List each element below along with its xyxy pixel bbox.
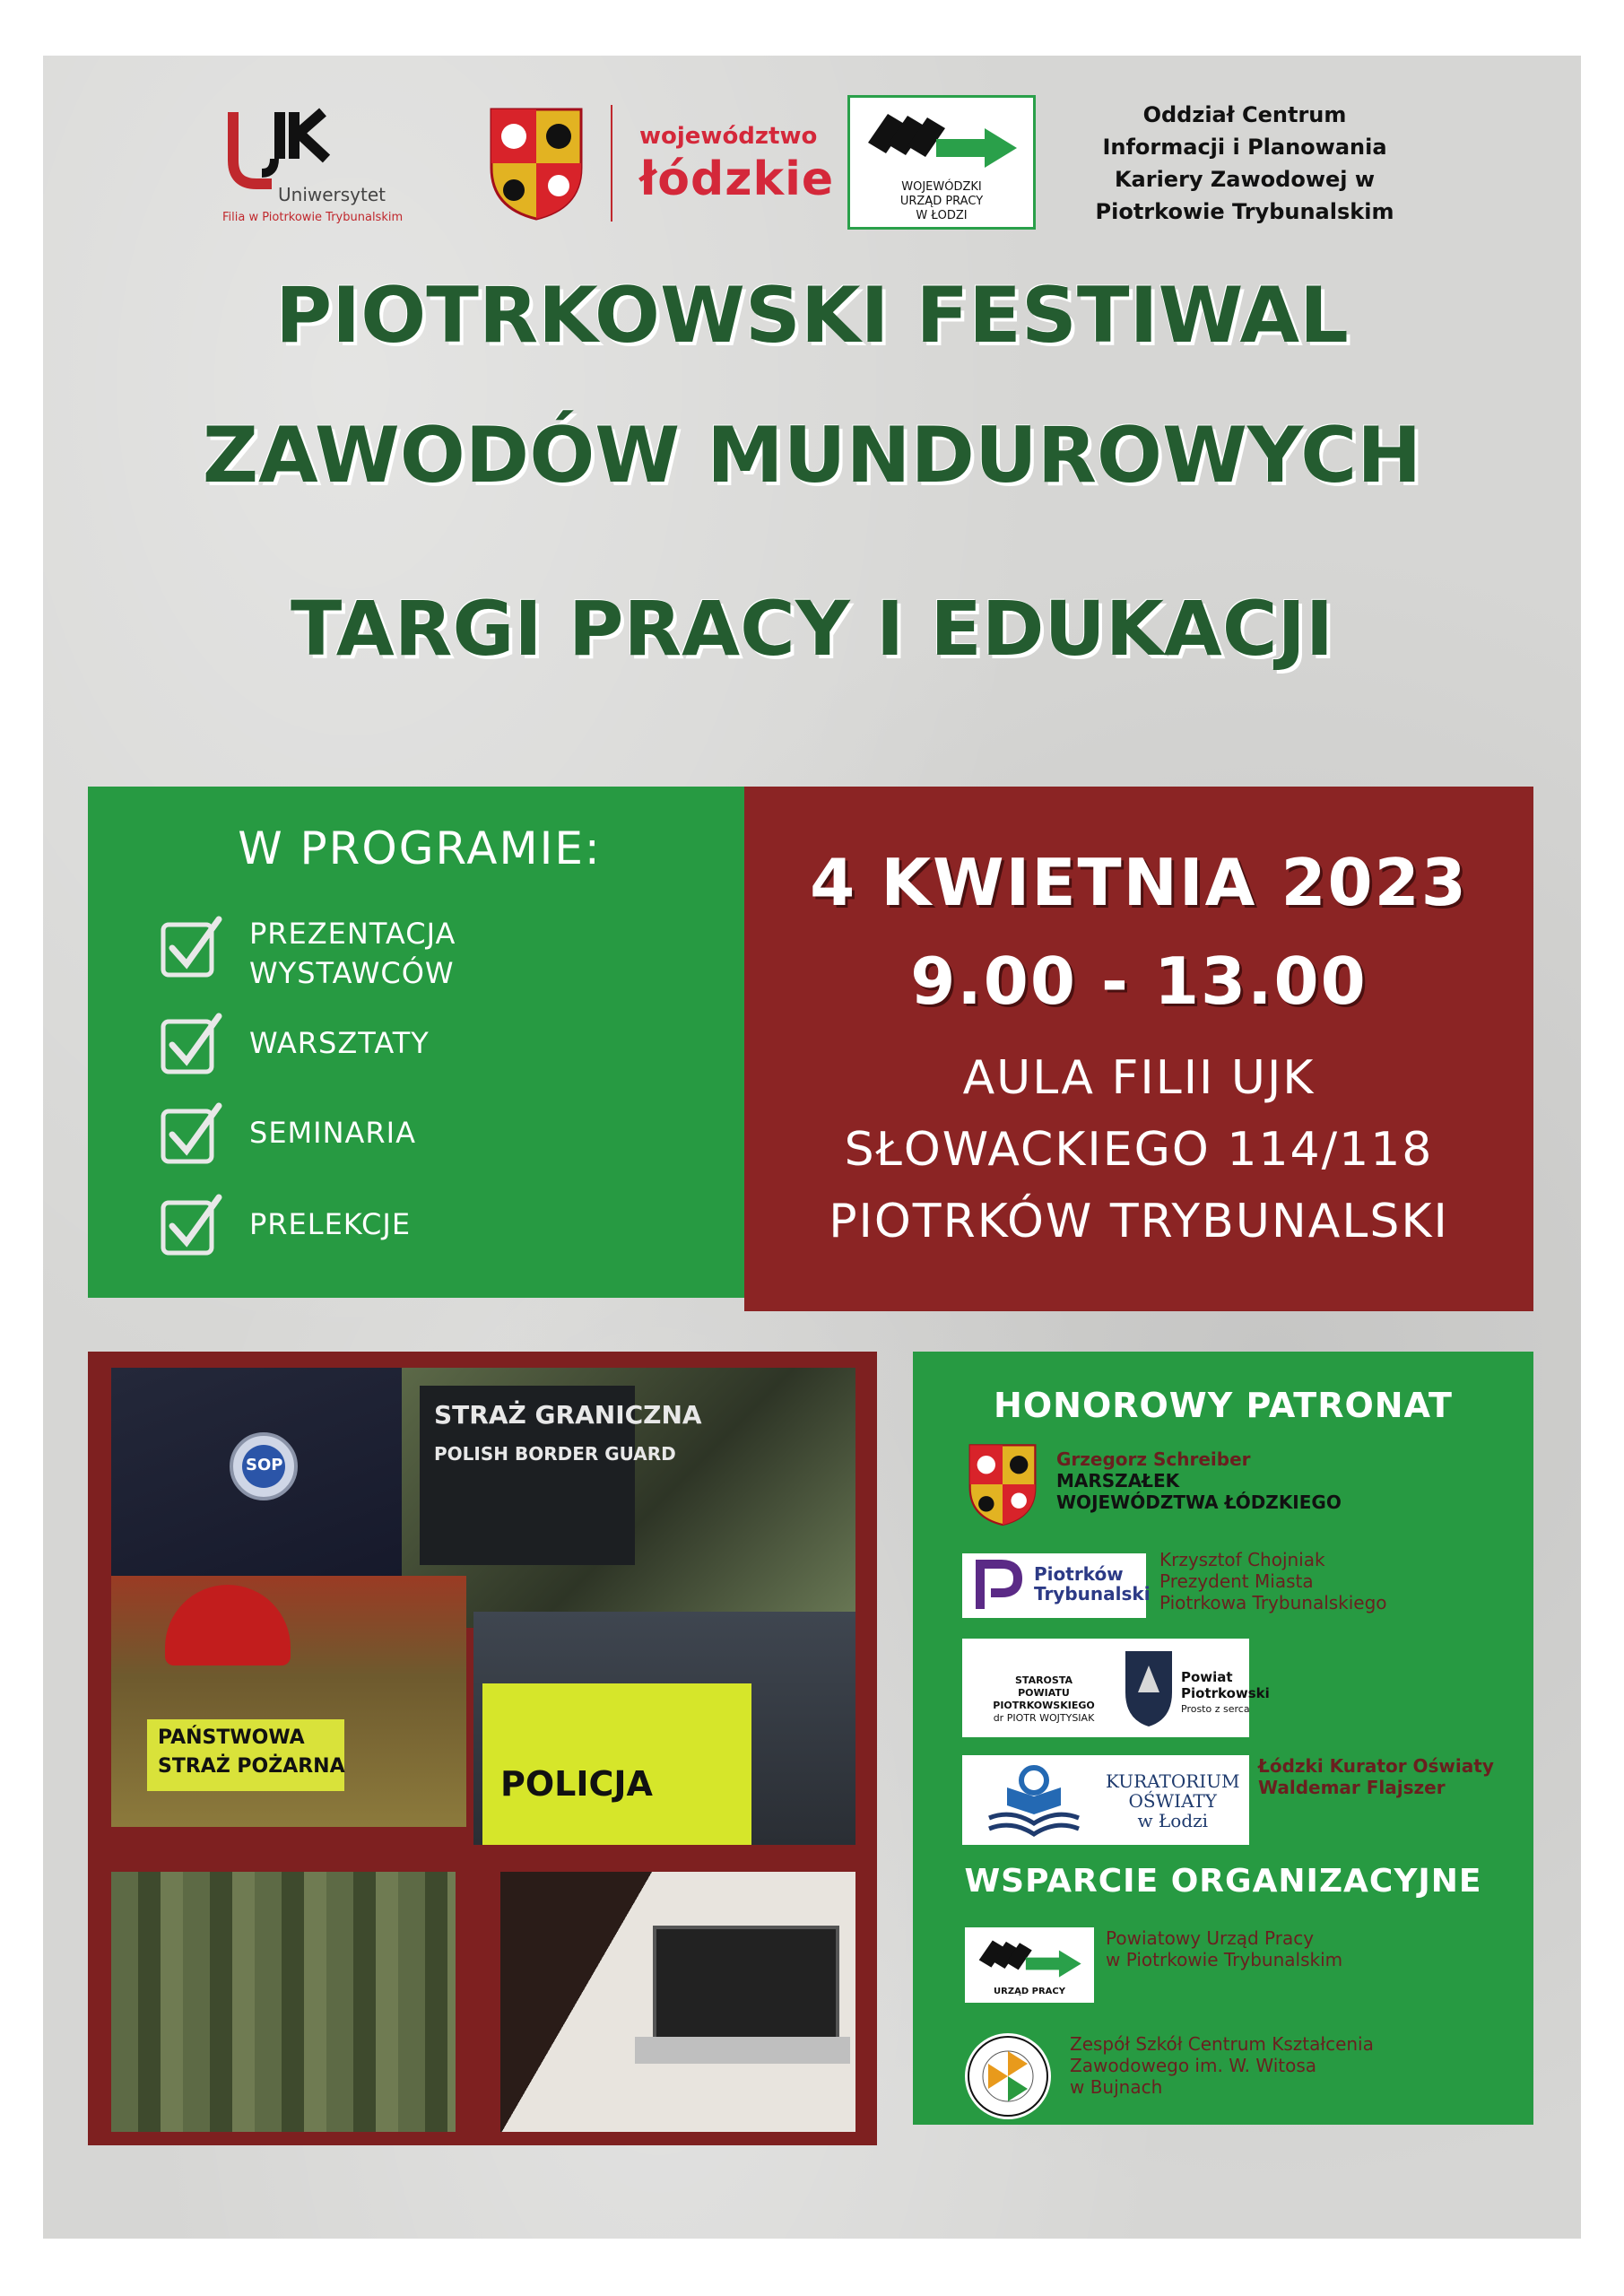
marshal-title: MARSZAŁEK xyxy=(1056,1470,1180,1492)
oddzial-line1: Oddział Centrum xyxy=(1142,102,1347,127)
starosta-line3: dr PIOTR WOJTYSIAK xyxy=(993,1712,1095,1724)
powiat-logo xyxy=(962,1639,1270,1737)
oddzial-line3: Kariery Zawodowej w xyxy=(1114,167,1376,192)
wup-line1: WOJEWÓDZKI xyxy=(901,180,982,194)
city-mayor-title: Prezydent Miasta xyxy=(1159,1570,1314,1592)
school-emblem-icon xyxy=(965,2033,1051,2119)
lodz-voivodeship-crest-icon xyxy=(967,1441,1038,1527)
wup-line2: URZĄD PRACY xyxy=(899,195,984,208)
police-label: POLICJA xyxy=(500,1764,653,1804)
kuratorium-line3: w Łodzi xyxy=(1137,1810,1209,1831)
program-item xyxy=(160,1100,734,1172)
program-item xyxy=(160,1011,734,1083)
laptop-screen xyxy=(653,1926,839,2040)
powiat-line3: Prosto z serca xyxy=(1181,1703,1250,1715)
city-logo-text xyxy=(1034,1564,1151,1604)
fire-label-1: PAŃSTWOWA xyxy=(158,1726,305,1749)
arrow-sign-icon xyxy=(850,98,1033,178)
program-item-label: SEMINARIA xyxy=(249,1116,416,1150)
city-mayor-name: Krzysztof Chojniak xyxy=(1159,1549,1325,1570)
program-item-line2: WYSTAWCÓW xyxy=(249,956,455,990)
border-guard-photo xyxy=(402,1368,855,1628)
starosta-text xyxy=(968,1674,1120,1725)
powiat-crest-icon xyxy=(1122,1648,1176,1728)
event-place-line1: AULA FILII UJK xyxy=(962,1051,1316,1105)
starosta-line2: POWIATU PIOTRKOWSKIEGO xyxy=(993,1687,1095,1711)
program-item-line1: PREZENTACJA xyxy=(249,917,456,951)
laptop-keyboard xyxy=(635,2037,850,2064)
program-box xyxy=(88,787,751,1298)
soldiers-photo xyxy=(111,1872,456,2132)
pup-line2: w Piotrkowie Trybunalskim xyxy=(1106,1949,1343,1970)
school-logo xyxy=(965,2033,1051,2119)
lodzkie-label: łódzkie xyxy=(639,152,835,206)
book-icon xyxy=(980,1761,1088,1841)
school-line2: Zawodowego im. W. Witosa xyxy=(1070,2055,1317,2076)
wup-line3: W ŁODZI xyxy=(916,209,968,222)
ujk-emblem-icon xyxy=(222,105,366,190)
event-time: 9.00 - 13.00 xyxy=(910,944,1368,1019)
program-item-label xyxy=(249,914,456,993)
city-logo-line1: Piotrków xyxy=(1034,1563,1124,1585)
fire-brigade-photo xyxy=(111,1576,466,1827)
school-text xyxy=(1070,2033,1374,2098)
marshal-name: Grzegorz Schreiber xyxy=(1056,1448,1251,1470)
title-line3: TARGI PRACY I EDUKACJI xyxy=(291,585,1333,673)
wup-text xyxy=(850,180,1033,223)
border-guard-label-1: STRAŻ GRANICZNA xyxy=(434,1400,702,1430)
oddzial-line2: Informacji i Planowania xyxy=(1102,135,1387,160)
support-heading: WSPARCIE ORGANIZACYJNE xyxy=(964,1863,1482,1900)
sop-photo xyxy=(111,1368,443,1583)
title-line2: ZAWODÓW MUNDUROWYCH xyxy=(202,411,1422,500)
poster xyxy=(43,56,1581,2239)
arrow-sign-icon xyxy=(967,1929,1092,1985)
kurator-title: Łódzki Kurator Oświaty xyxy=(1258,1755,1494,1777)
event-place-line3: PIOTRKÓW TRYBUNALSKI xyxy=(829,1195,1449,1248)
program-heading: W PROGRAMIE: xyxy=(238,822,602,874)
sop-label: SOP xyxy=(246,1456,283,1474)
city-mayor-city: Piotrkowa Trybunalskiego xyxy=(1159,1592,1387,1613)
school-line3: w Bujnach xyxy=(1070,2076,1163,2098)
starosta-line1: STAROSTA xyxy=(1015,1674,1073,1686)
kuratorium-text xyxy=(1106,1771,1240,1831)
marshal-text xyxy=(1056,1448,1342,1513)
kurator-text xyxy=(1258,1755,1494,1798)
checkbox-icon xyxy=(160,1192,222,1257)
checkbox-icon xyxy=(160,1100,222,1165)
oddzial-line4: Piotrkowie Trybunalskim xyxy=(1095,199,1394,224)
oddzial-text xyxy=(1074,99,1415,228)
school-line1: Zespół Szkół Centrum Kształcenia xyxy=(1070,2033,1374,2055)
kurator-name: Waldemar Flajszer xyxy=(1258,1777,1446,1798)
kuratorium-line1: KURATORIUM xyxy=(1106,1770,1240,1792)
fire-label-2: STRAŻ POŻARNA xyxy=(158,1755,345,1778)
photo-collage xyxy=(88,1352,877,2145)
city-logo-line2: Trybunalski xyxy=(1034,1583,1151,1605)
laptop-photo xyxy=(500,1872,855,2132)
patronage-box xyxy=(913,1352,1533,2125)
title-line1: PIOTRKOWSKI FESTIWAL xyxy=(275,271,1349,361)
border-guard-label-2: POLISH BORDER GUARD xyxy=(434,1443,676,1465)
pup-logo xyxy=(965,1927,1094,2003)
pup-logo-text: URZĄD PRACY xyxy=(994,1987,1065,1996)
police-photo xyxy=(473,1612,855,1845)
checkbox-icon xyxy=(160,914,222,978)
wojewodztwo-label: województwo xyxy=(639,123,818,150)
pup-text xyxy=(1106,1927,1342,1970)
logo-divider xyxy=(611,105,612,222)
event-date: 4 KWIETNIA 2023 xyxy=(810,845,1468,920)
powiat-line2: Piotrkowski xyxy=(1181,1685,1270,1701)
wup-lodz-logo xyxy=(847,95,1036,230)
city-p-icon xyxy=(971,1559,1025,1613)
program-item-label: WARSZTATY xyxy=(249,1026,430,1060)
checkbox-icon xyxy=(160,1011,222,1075)
marshal-office: WOJEWÓDZTWA ŁÓDZKIEGO xyxy=(1056,1492,1342,1513)
ujk-word: Uniwersytet xyxy=(278,184,386,205)
lodz-voivodeship-crest-icon xyxy=(487,105,586,222)
kuratorium-line2: OŚWIATY xyxy=(1128,1790,1217,1812)
patronage-heading: HONOROWY PATRONAT xyxy=(994,1386,1453,1425)
ujk-sub: Filia w Piotrkowie Trybunalskim xyxy=(222,211,404,224)
program-item-label: PRELEKCJE xyxy=(249,1207,412,1241)
pup-line1: Powiatowy Urząd Pracy xyxy=(1106,1927,1315,1949)
kuratorium-logo xyxy=(962,1755,1249,1845)
piotrkow-city-logo xyxy=(962,1553,1151,1618)
powiat-text xyxy=(1181,1669,1270,1718)
program-item xyxy=(160,1192,734,1264)
helmet xyxy=(165,1585,291,1665)
event-details-box xyxy=(744,787,1533,1311)
city-text xyxy=(1159,1549,1387,1613)
event-place-line2: SŁOWACKIEGO 114/118 xyxy=(844,1123,1434,1177)
program-item xyxy=(160,914,734,990)
ujk-logo xyxy=(222,105,438,230)
powiat-line1: Powiat xyxy=(1181,1669,1233,1685)
